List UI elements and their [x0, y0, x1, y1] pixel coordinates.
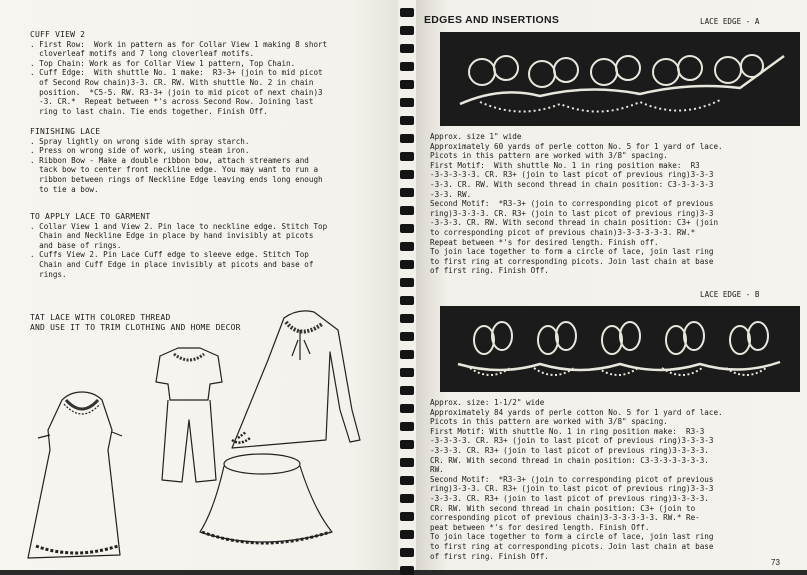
text-line: Approximately 84 yards of perle cotton No. 5 for 1 yard of lace.	[430, 407, 723, 417]
binding-coil	[400, 548, 414, 557]
binding-coil	[400, 116, 414, 125]
binding-coil	[400, 134, 414, 143]
text-line: Second Motif: *R3-3+ (join to corresponding picot of previous	[430, 199, 714, 209]
binding-coil	[400, 278, 414, 287]
dress-drawing	[28, 392, 122, 558]
text-line: Second Motif: *R3-3+ (join to corresponding picot of previous	[430, 474, 714, 484]
binding-coil	[400, 422, 414, 431]
text-line: position. *C5-5. RW. R3-3+ (join to mid picot of next chain)3	[30, 87, 323, 97]
lace-b-photo	[440, 306, 800, 392]
binding-coil	[400, 224, 414, 233]
text-line: -3-3-3. CR. R3+ (join to last picot of previous ring)3-3-3-3.	[430, 445, 709, 455]
text-line: ring to last chain. Tie ends together. Finish Off.	[30, 106, 268, 116]
finishing-section	[30, 127, 323, 194]
page-number: 73	[771, 558, 780, 567]
text-line: Picots in this pattern are worked with 3/8" spacing.	[430, 417, 668, 427]
binding-coil	[400, 512, 414, 521]
text-line: RW.	[430, 465, 444, 475]
text-line: to corresponding picot of previous chain)3-3-3-3-3-3. RW.*	[430, 227, 696, 237]
binding-coil	[400, 206, 414, 215]
binding-coil	[400, 242, 414, 251]
lace-a-pattern	[440, 32, 800, 126]
text-line: Repeat between *'s for desired length. Finish off.	[430, 237, 659, 247]
lace-b-instructions	[430, 398, 723, 561]
text-line: . Collar View 1 and View 2. Pin lace to neckline edge. Stitch Top	[30, 221, 328, 231]
binding-coil	[400, 350, 414, 359]
binding-coil	[400, 368, 414, 377]
text-line: ring)3-3-3-3. CR. R3+ (join to last picot of previous ring)3-3	[430, 208, 714, 218]
binding-coil	[400, 440, 414, 449]
binding-coil	[400, 314, 414, 323]
table-drawing	[200, 454, 332, 543]
lace-a-title: LACE EDGE - A	[700, 17, 760, 26]
text-line: -3-3. RW.	[430, 189, 472, 199]
text-line: . Cuffs View 2. Pin Lace Cuff edge to sleeve edge. Stitch Top	[30, 250, 309, 260]
binding-coil	[400, 566, 414, 575]
text-line: To join lace together to form a circle of lace, join last ring	[430, 532, 714, 542]
text-line: -3-3. CR. RW. With second thread in chain position: C3-3-3-3-3	[430, 179, 714, 189]
binding-coil	[400, 152, 414, 161]
binding-coil	[400, 260, 414, 269]
lace-a-photo	[440, 32, 800, 126]
text-line: rings.	[30, 269, 67, 279]
text-line: Approx. size: 1-1/2" wide	[430, 398, 545, 407]
binding-coil	[400, 296, 414, 305]
binding-coil	[400, 62, 414, 71]
text-line: ring)3-3-3. CR. R3+ (join to last picot of previous ring)3-3-3	[430, 484, 714, 494]
text-line: CR. RW. With second thread in chain position: C3-3-3-3-3-3-3.	[430, 455, 709, 465]
binding-coil	[400, 26, 414, 35]
text-line: to first ring at corresponding picots. Join last chain at base	[430, 256, 714, 266]
binding-coil	[400, 404, 414, 413]
right-page	[416, 0, 807, 570]
apply-title: TO APPLY LACE TO GARMENT	[30, 212, 151, 221]
binding-coil	[400, 458, 414, 467]
text-line: -3. CR.* Repeat between *'s across Second Row. Joining last	[30, 97, 314, 107]
text-line: First Motif: With shuttle No. 1 in ring position make: R3-3	[430, 426, 705, 436]
text-line: Picots in this pattern are worked with 3/8" spacing.	[430, 151, 668, 161]
text-line: -3-3-3-3. CR. R3+ (join to last picot of previous ring)3-3-3-3	[430, 436, 714, 446]
tat-heading-line: TAT LACE WITH COLORED THREAD	[30, 313, 171, 322]
tat-heading-line: AND USE IT TO TRIM CLOTHING AND HOME DECOR	[30, 322, 241, 332]
text-line: ribbon between rings of Neckline Edge leaving ends long enough	[30, 174, 323, 184]
text-line: peat between *'s for desired length. Finish Off.	[430, 522, 650, 532]
text-line: . Cuff Edge: With shuttle No. 1 make: R3-3+ (join to mid picot	[30, 68, 323, 78]
text-line: Approx. size 1" wide	[430, 132, 522, 141]
spiral-binding	[398, 0, 416, 570]
text-line: of first ring. Finish Off.	[430, 551, 549, 561]
text-line: cloverleaf motifs and 7 long cloverleaf motifs.	[30, 49, 255, 59]
text-line: of first ring. Finish Off.	[430, 266, 549, 276]
finishing-title: FINISHING LACE	[30, 127, 101, 136]
binding-coil	[400, 476, 414, 485]
text-line: corresponding picot of previous chain)3-3-3-3-3-3. RW.* Re-	[430, 513, 700, 523]
lace-b-title: LACE EDGE - B	[700, 290, 760, 299]
text-line: -3-3-3-3-3. CR. R3+ (join to last picot of previous ring)3-3-3	[430, 170, 714, 180]
binding-coil	[400, 332, 414, 341]
text-line: -3-3-3. CR. RW. With second thread in chain position: C3+ (join	[430, 218, 719, 228]
text-line: and base of rings.	[30, 240, 122, 250]
binding-coil	[400, 170, 414, 179]
binding-coil	[400, 80, 414, 89]
left-page	[0, 0, 398, 570]
cuff-view-section	[30, 30, 327, 116]
section-header: EDGES AND INSERTIONS	[424, 14, 560, 26]
binding-coil	[400, 188, 414, 197]
cuff-view-title: CUFF VIEW 2	[30, 30, 86, 39]
lace-b-pattern	[440, 306, 800, 392]
binding-coil	[400, 494, 414, 503]
text-line: of Second Row chain)3-3. CR. RW. With shuttle No. 2 in chain	[30, 77, 314, 87]
text-line: CR. RW. With second thread in chain position: C3+ (join to	[430, 503, 696, 513]
text-line: . Top Chain: Work as for Collar View 1 pattern, Top Chain.	[30, 58, 296, 68]
gown-drawing	[232, 311, 360, 448]
binding-coil	[400, 8, 414, 17]
text-line: . Spray lightly on wrong side with spray starch.	[30, 136, 250, 146]
garment-illustration	[0, 300, 398, 570]
text-line: -3-3-3. CR. R3+ (join to last picot of previous ring)3-3-3-3.	[430, 493, 709, 503]
lace-a-instructions	[430, 132, 723, 276]
text-line: tack bow to center front neckline edge. You may want to run a	[30, 165, 319, 175]
text-line: . Ribbon Bow - Make a double ribbon bow, attach streamers and	[30, 155, 309, 165]
text-line: . First Row: Work in pattern as for Collar View 1 making 8 short	[30, 39, 328, 49]
text-line: Chain and Cuff Edge in place invisibly at picots and base of	[30, 259, 314, 269]
text-line: to tie a bow.	[30, 184, 99, 194]
text-line: Approximately 60 yards of perle cotton No. 5 for 1 yard of lace.	[430, 141, 723, 151]
text-line: Chain and Neckline Edge in place by hand invisibly at picots	[30, 231, 314, 241]
shirt-pants-drawing	[156, 348, 222, 482]
text-line: to first ring at corresponding picots. Join last chain at base	[430, 541, 714, 551]
binding-coil	[400, 44, 414, 53]
binding-coil	[400, 98, 414, 107]
text-line: First Motif: With shuttle No. 1 in ring position make: R3	[430, 160, 700, 170]
text-line: To join lace together to form a circle of lace, join last ring	[430, 247, 714, 257]
binding-coil	[400, 530, 414, 539]
apply-section	[30, 212, 327, 279]
text-line: . Press on wrong side of work, using steam iron.	[30, 146, 250, 156]
binding-coil	[400, 386, 414, 395]
